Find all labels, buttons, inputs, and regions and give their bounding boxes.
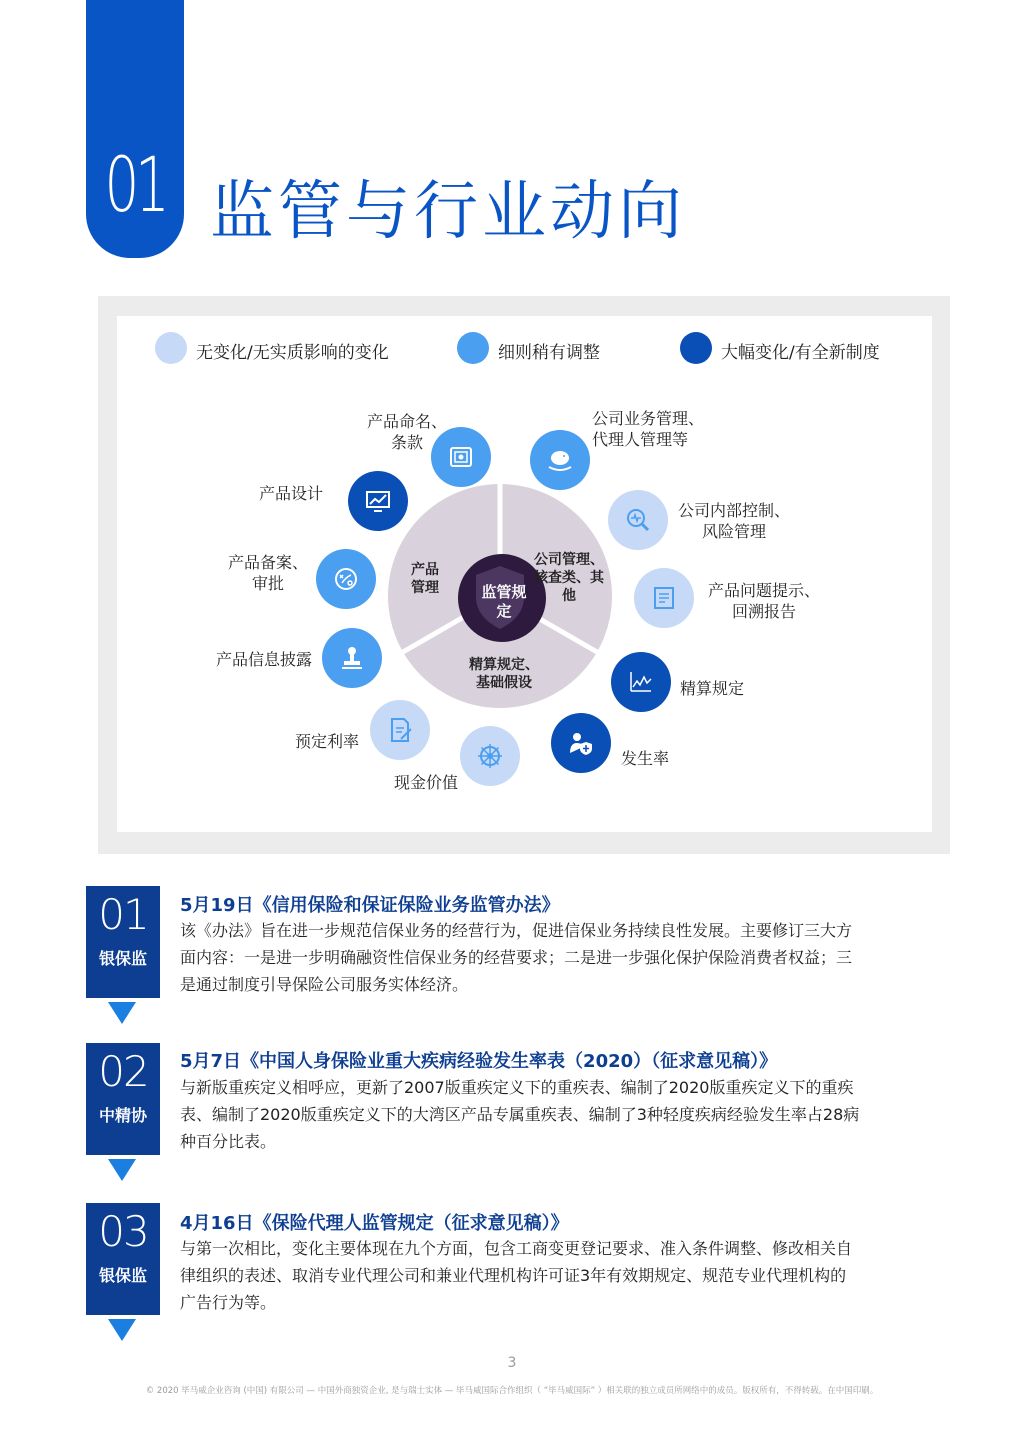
item-body: 该《办法》旨在进一步规范信保业务的经营行为，促进信保业务持续良性发展。主要修订三大方 面内容：一是进一步明确融资性信保业务的经营要求；二是进一步强化保护保险消费者权益；三 是通过制度引导保险公司服务实体经济。 [180, 921, 853, 994]
item-title: 5月7日《中国人身保险业重大疾病经验发生率表（2020）（征求意见稿）》 [180, 1051, 778, 1072]
legend-dot-major-change [680, 332, 712, 364]
sector-product: 产品管理 [411, 562, 439, 596]
node-label-disclosure: 产品信息披露 [216, 650, 313, 669]
item-org: 银保监 [98, 949, 147, 968]
node-label-incidence: 发生率 [621, 749, 670, 768]
node-label-internal-control: 公司内部控制、风险管理 [677, 501, 790, 541]
document-pen-icon [370, 700, 430, 760]
triangle-down-icon [108, 1002, 136, 1024]
legend-label-minor-change: 细则稍有调整 [498, 343, 600, 363]
node-label-product-naming: 产品命名、条款 [366, 412, 447, 452]
triangle-down-icon [108, 1319, 136, 1341]
legend-label-major-change: 大幅变化/有全新制度 [721, 343, 880, 363]
item-org: 银保监 [98, 1266, 147, 1285]
node-label-interest-rate: 预定利率 [295, 732, 360, 751]
legend-label-no-change: 无变化/无实质影响的变化 [196, 343, 389, 363]
legend-dot-no-change [155, 332, 187, 364]
center-label: 监管规定 [481, 583, 527, 620]
node-label-product-design: 产品设计 [259, 484, 324, 503]
item-org: 中精协 [98, 1106, 147, 1125]
section-title: 监管与行业动向 [210, 175, 686, 249]
item-title: 4月16日《保险代理人监管规定（征求意见稿）》 [180, 1213, 569, 1234]
item-number: 01 [98, 890, 148, 939]
section-number: 01 [104, 140, 166, 229]
sector-company: 公司管理、核查类、其他 [534, 552, 604, 604]
medical-person-icon [551, 713, 611, 773]
node-label-product-filing: 产品备案、审批 [227, 553, 308, 593]
node-label-actuarial: 精算规定 [680, 679, 745, 698]
item-number: 02 [98, 1047, 148, 1096]
piggy-bank-icon [530, 430, 590, 490]
item-title: 5月19日《信用保险和保证保险业务监管办法》 [180, 895, 560, 916]
wheel-icon [460, 726, 520, 786]
node-label-company-business: 公司业务管理、代理人管理等 [592, 409, 705, 449]
strategy-icon [316, 549, 376, 609]
triangle-down-icon [108, 1159, 136, 1181]
magnifier-pulse-icon [608, 490, 668, 550]
legend-dot-minor-change [457, 332, 489, 364]
node-label-product-issues: 产品问题提示、回溯报告 [707, 581, 820, 621]
sector-actuarial: 精算规定、基础假设 [469, 657, 539, 691]
footer-copyright: © 2020 毕马威企业咨询 (中国) 有限公司 — 中国外商独资企业, 是与瑞士实体 — 毕马威国际合作组织（ “毕马威国际” ）相关联的独立成员所网络中的成员。版权所有，不得转载。在中国印刷。 [145, 1386, 879, 1396]
chart-monitor-icon [348, 471, 408, 531]
stamp-icon [322, 628, 382, 688]
report-icon [634, 568, 694, 628]
item-body: 与第一次相比，变化主要体现在九个方面，包含工商变更登记要求、准入条件调整、修改相关自 律组织的表述、取消专业代理公司和兼业代理机构许可证3年有效期规定、规范专业代理机构的 广告行为等。 [180, 1239, 853, 1312]
item-tab-3 [86, 1203, 160, 1315]
item-number: 03 [98, 1207, 148, 1256]
item-tab-2 [86, 1043, 160, 1155]
line-chart-icon [611, 652, 671, 712]
page-number: 3 [507, 1355, 517, 1371]
node-label-cash-value: 现金价值 [394, 773, 459, 792]
item-body: 与新版重疾定义相呼应，更新了2007版重疾定义下的重疾表、编制了2020版重疾定义下的重疾 表、编制了2020版重疾定义下的大湾区产品专属重疾表、编制了3种轻度疾病经验发生率占28病 种百分比表。 [180, 1078, 860, 1151]
item-tab-1 [86, 886, 160, 998]
